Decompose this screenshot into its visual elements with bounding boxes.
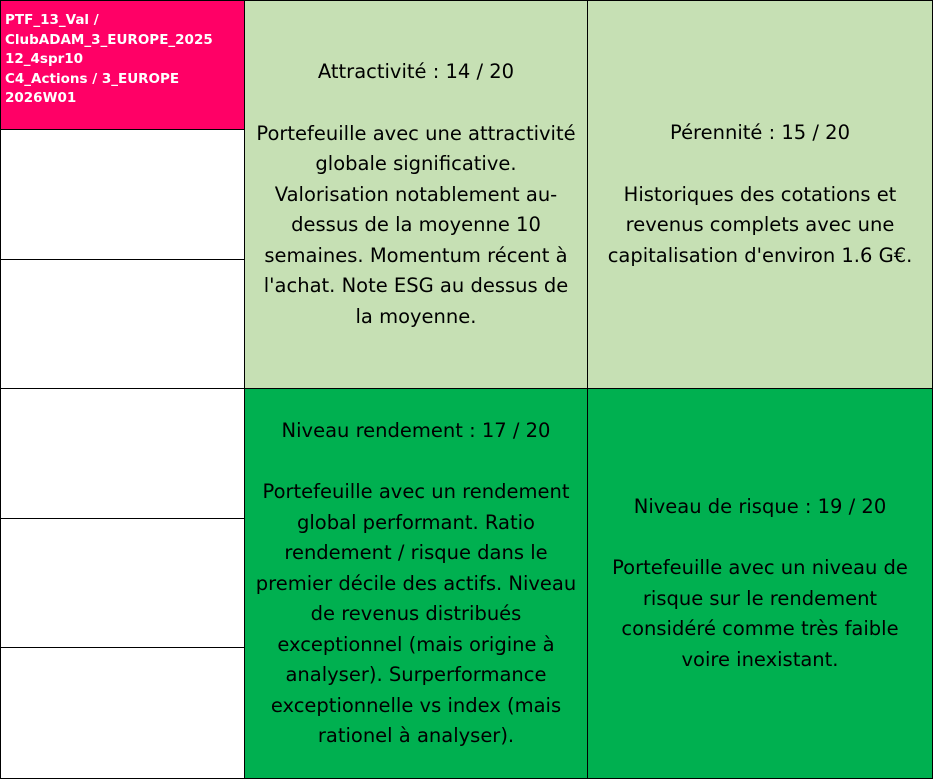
portfolio-id-line: C4_Actions / 3_EUROPE	[5, 70, 180, 87]
portfolio-id-line: PTF_13_Val /	[5, 12, 99, 28]
empty-cell	[0, 259, 245, 389]
risque-description: Portefeuille avec un niveau de risque sur le rendement considéré comme très faible voire inexistant.	[612, 556, 908, 671]
rendement-cell	[244, 388, 588, 779]
attractivite-description: Portefeuille avec une attractivité globale significative. Valorisation notablement au-dessus de la moyenne 10 semaines. Momentum récent à l'achat. Note ESG au dessus de la moyenne.	[256, 121, 576, 328]
risque-title: Niveau de risque : 19 / 20	[633, 494, 887, 518]
risque-cell	[587, 388, 933, 779]
portfolio-id-line: 2026W01	[5, 90, 77, 106]
attractivite-title: Attractivité : 14 / 20	[317, 60, 515, 83]
rendement-description: Portefeuille avec un rendement global performant. Ratio rendement / risque dans le premier décile des actifs. Niveau de revenus distribués exceptionnel (mais origine à analyser). Surperformance exceptionnelle vs index (mais rationel à analyser).	[255, 480, 577, 747]
empty-cell	[0, 647, 245, 779]
empty-cell	[0, 129, 245, 260]
portfolio-id-line: ClubADAM_3_EUROPE_2025	[5, 31, 213, 48]
perennite-description: Historiques des cotations et revenus complets avec une capitalisation d'environ 1.6 G€.	[607, 182, 913, 267]
empty-cell	[0, 388, 245, 519]
portfolio-identifier	[0, 0, 245, 130]
attractivite-cell	[244, 0, 588, 389]
perennite-cell	[587, 0, 933, 389]
perennite-title: Pérennité : 15 / 20	[670, 121, 850, 144]
rendement-title: Niveau rendement : 17 / 20	[281, 418, 551, 442]
portfolio-id-line: 12_4spr10	[5, 51, 84, 67]
empty-cell	[0, 518, 245, 648]
